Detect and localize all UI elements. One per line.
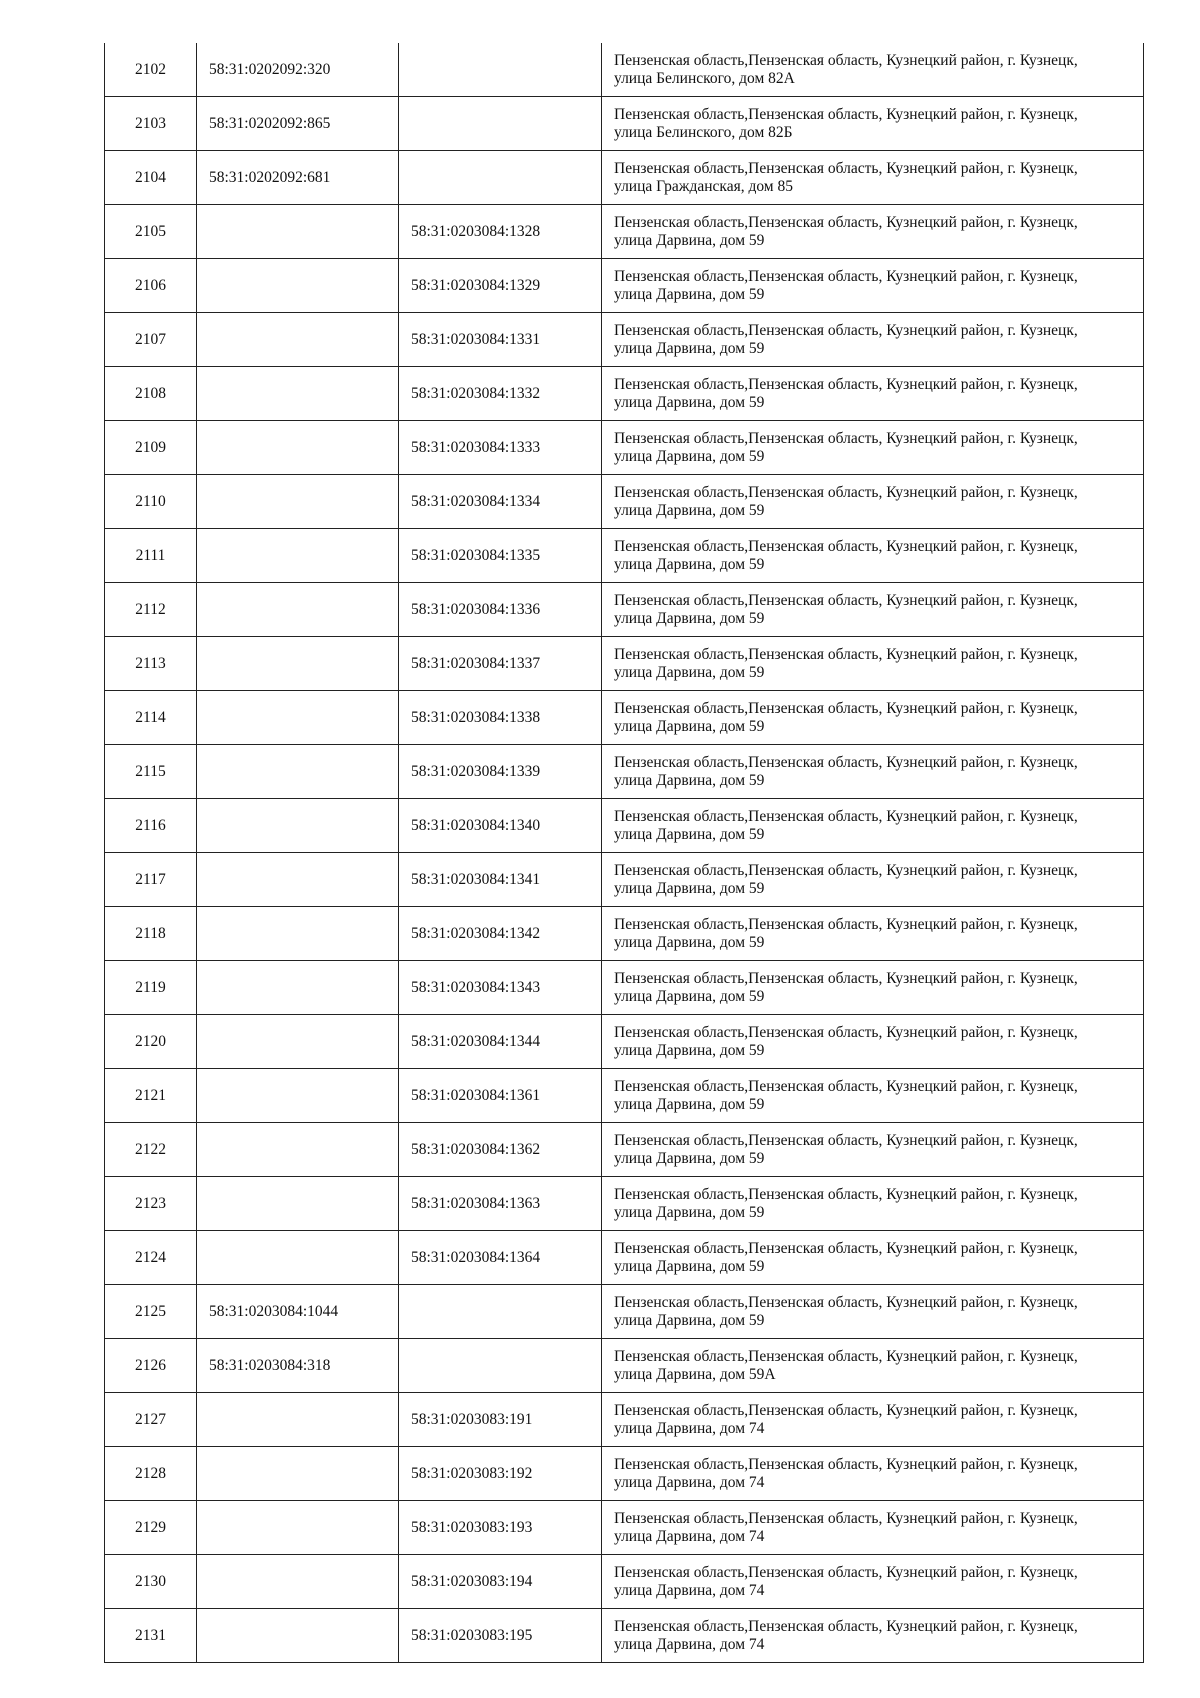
- address-line-1: Пензенская область,Пензенская область, Кузнецкий район, г. Кузнецк,: [614, 105, 1078, 123]
- address-line-2: улица Дарвина, дом 59: [614, 717, 765, 735]
- address-line-1: Пензенская область,Пензенская область, Кузнецкий район, г. Кузнецк,: [614, 915, 1078, 933]
- address-line-2: улица Белинского, дом 82Б: [614, 123, 793, 141]
- table-row: [105, 1231, 1144, 1285]
- address-cell: [602, 1447, 1144, 1501]
- land-cadastral-number: [197, 1177, 399, 1231]
- land-cadastral-number: 58:31:0203084:1044: [197, 1285, 399, 1339]
- address-line-2: улица Дарвина, дом 59: [614, 393, 765, 411]
- row-number: 2130: [105, 1555, 197, 1609]
- land-cadastral-number: [197, 583, 399, 637]
- object-cadastral-number: 58:31:0203084:1332: [399, 367, 602, 421]
- address-line-1: Пензенская область,Пензенская область, Кузнецкий район, г. Кузнецк,: [614, 483, 1078, 501]
- address-line-1: Пензенская область,Пензенская область, Кузнецкий район, г. Кузнецк,: [614, 807, 1078, 825]
- row-number: 2111: [105, 529, 197, 583]
- address-cell: [602, 1339, 1144, 1393]
- object-cadastral-number: 58:31:0203083:192: [399, 1447, 602, 1501]
- address-cell: [602, 421, 1144, 475]
- address-line-1: Пензенская область,Пензенская область, Кузнецкий район, г. Кузнецк,: [614, 1455, 1078, 1473]
- address-line-2: улица Дарвина, дом 59: [614, 501, 765, 519]
- address-line-1: Пензенская область,Пензенская область, Кузнецкий район, г. Кузнецк,: [614, 1131, 1078, 1149]
- object-cadastral-number: 58:31:0203084:1364: [399, 1231, 602, 1285]
- address-line-1: Пензенская область,Пензенская область, Кузнецкий район, г. Кузнецк,: [614, 159, 1078, 177]
- table-row: [105, 637, 1144, 691]
- address-line-1: Пензенская область,Пензенская область, Кузнецкий район, г. Кузнецк,: [614, 1347, 1078, 1365]
- address-line-1: Пензенская область,Пензенская область, Кузнецкий район, г. Кузнецк,: [614, 267, 1078, 285]
- row-number: 2128: [105, 1447, 197, 1501]
- table-row: [105, 1501, 1144, 1555]
- row-number: 2117: [105, 853, 197, 907]
- object-cadastral-number: 58:31:0203084:1342: [399, 907, 602, 961]
- land-cadastral-number: [197, 313, 399, 367]
- address-line-1: Пензенская область,Пензенская область, Кузнецкий район, г. Кузнецк,: [614, 591, 1078, 609]
- address-line-1: Пензенская область,Пензенская область, Кузнецкий район, г. Кузнецк,: [614, 753, 1078, 771]
- address-cell: [602, 853, 1144, 907]
- land-cadastral-number: [197, 421, 399, 475]
- land-cadastral-number: 58:31:0203084:318: [197, 1339, 399, 1393]
- address-line-1: Пензенская область,Пензенская область, Кузнецкий район, г. Кузнецк,: [614, 429, 1078, 447]
- address-line-2: улица Дарвина, дом 59: [614, 1095, 765, 1113]
- address-line-1: Пензенская область,Пензенская область, Кузнецкий район, г. Кузнецк,: [614, 1185, 1078, 1203]
- address-line-1: Пензенская область,Пензенская область, Кузнецкий район, г. Кузнецк,: [614, 1293, 1078, 1311]
- address-line-1: Пензенская область,Пензенская область, Кузнецкий район, г. Кузнецк,: [614, 1563, 1078, 1581]
- address-line-1: Пензенская область,Пензенская область, Кузнецкий район, г. Кузнецк,: [614, 1077, 1078, 1095]
- address-line-2: улица Дарвина, дом 59: [614, 879, 765, 897]
- address-cell: [602, 529, 1144, 583]
- address-cell: [602, 1015, 1144, 1069]
- row-number: 2125: [105, 1285, 197, 1339]
- table-row: [105, 1069, 1144, 1123]
- address-cell: [602, 1609, 1144, 1663]
- address-line-2: улица Гражданская, дом 85: [614, 177, 793, 195]
- table-row: [105, 799, 1144, 853]
- address-line-2: улица Дарвина, дом 59: [614, 933, 765, 951]
- address-cell: [602, 1069, 1144, 1123]
- address-cell: [602, 1285, 1144, 1339]
- table-row: [105, 1339, 1144, 1393]
- land-cadastral-number: [197, 1447, 399, 1501]
- address-cell: [602, 205, 1144, 259]
- object-cadastral-number: 58:31:0203084:1339: [399, 745, 602, 799]
- address-line-2: улица Дарвина, дом 59: [614, 285, 765, 303]
- table-row: [105, 1555, 1144, 1609]
- object-cadastral-number: 58:31:0203084:1329: [399, 259, 602, 313]
- table-row: [105, 367, 1144, 421]
- land-cadastral-number: [197, 691, 399, 745]
- row-number: 2112: [105, 583, 197, 637]
- row-number: 2116: [105, 799, 197, 853]
- land-cadastral-number: [197, 1231, 399, 1285]
- table-row: [105, 313, 1144, 367]
- address-line-2: улица Дарвина, дом 59: [614, 1041, 765, 1059]
- object-cadastral-number: 58:31:0203084:1362: [399, 1123, 602, 1177]
- row-number: 2123: [105, 1177, 197, 1231]
- table-row: [105, 97, 1144, 151]
- row-number: 2131: [105, 1609, 197, 1663]
- land-cadastral-number: 58:31:0202092:320: [197, 43, 399, 97]
- table-row: [105, 205, 1144, 259]
- object-cadastral-number: [399, 97, 602, 151]
- address-line-2: улица Дарвина, дом 59: [614, 555, 765, 573]
- table-row: [105, 1015, 1144, 1069]
- table-row: [105, 1285, 1144, 1339]
- address-cell: [602, 1177, 1144, 1231]
- address-line-1: Пензенская область,Пензенская область, Кузнецкий район, г. Кузнецк,: [614, 537, 1078, 555]
- table-row: [105, 691, 1144, 745]
- address-line-2: улица Дарвина, дом 59: [614, 663, 765, 681]
- row-number: 2126: [105, 1339, 197, 1393]
- address-cell: [602, 583, 1144, 637]
- land-cadastral-number: [197, 745, 399, 799]
- address-cell: [602, 475, 1144, 529]
- land-cadastral-number: [197, 853, 399, 907]
- address-cell: [602, 1231, 1144, 1285]
- address-cell: [602, 907, 1144, 961]
- object-cadastral-number: [399, 43, 602, 97]
- land-cadastral-number: 58:31:0202092:865: [197, 97, 399, 151]
- table-row: [105, 583, 1144, 637]
- object-cadastral-number: 58:31:0203084:1344: [399, 1015, 602, 1069]
- land-cadastral-number: [197, 1123, 399, 1177]
- address-line-2: улица Дарвина, дом 59: [614, 609, 765, 627]
- row-number: 2119: [105, 961, 197, 1015]
- table-row: [105, 1123, 1144, 1177]
- address-line-1: Пензенская область,Пензенская область, Кузнецкий район, г. Кузнецк,: [614, 321, 1078, 339]
- table-row: [105, 151, 1144, 205]
- object-cadastral-number: [399, 151, 602, 205]
- address-line-2: улица Дарвина, дом 74: [614, 1527, 765, 1545]
- land-cadastral-number: [197, 1015, 399, 1069]
- address-line-1: Пензенская область,Пензенская область, Кузнецкий район, г. Кузнецк,: [614, 1617, 1078, 1635]
- address-line-1: Пензенская область,Пензенская область, Кузнецкий район, г. Кузнецк,: [614, 1023, 1078, 1041]
- object-cadastral-number: 58:31:0203084:1335: [399, 529, 602, 583]
- address-line-2: улица Дарвина, дом 74: [614, 1473, 765, 1491]
- table-row: [105, 475, 1144, 529]
- address-line-1: Пензенская область,Пензенская область, Кузнецкий район, г. Кузнецк,: [614, 213, 1078, 231]
- table-row: [105, 529, 1144, 583]
- land-cadastral-number: [197, 367, 399, 421]
- row-number: 2115: [105, 745, 197, 799]
- object-cadastral-number: 58:31:0203084:1336: [399, 583, 602, 637]
- land-cadastral-number: [197, 205, 399, 259]
- address-line-2: улица Дарвина, дом 74: [614, 1581, 765, 1599]
- address-cell: [602, 313, 1144, 367]
- address-line-1: Пензенская область,Пензенская область, Кузнецкий район, г. Кузнецк,: [614, 1509, 1078, 1527]
- land-cadastral-number: [197, 799, 399, 853]
- address-line-2: улица Дарвина, дом 59А: [614, 1365, 776, 1383]
- address-line-1: Пензенская область,Пензенская область, Кузнецкий район, г. Кузнецк,: [614, 861, 1078, 879]
- table-row: [105, 421, 1144, 475]
- row-number: 2127: [105, 1393, 197, 1447]
- address-cell: [602, 1501, 1144, 1555]
- row-number: 2108: [105, 367, 197, 421]
- table-row: [105, 961, 1144, 1015]
- address-cell: [602, 745, 1144, 799]
- land-cadastral-number: 58:31:0202092:681: [197, 151, 399, 205]
- address-cell: [602, 961, 1144, 1015]
- address-line-2: улица Дарвина, дом 59: [614, 339, 765, 357]
- row-number: 2110: [105, 475, 197, 529]
- table-row: [105, 907, 1144, 961]
- address-cell: [602, 691, 1144, 745]
- registry-table-body: [105, 43, 1144, 1663]
- table-row: [105, 1609, 1144, 1663]
- address-line-2: улица Дарвина, дом 59: [614, 771, 765, 789]
- address-line-2: улица Белинского, дом 82А: [614, 69, 795, 87]
- object-cadastral-number: 58:31:0203084:1337: [399, 637, 602, 691]
- land-cadastral-number: [197, 1069, 399, 1123]
- address-line-2: улица Дарвина, дом 59: [614, 987, 765, 1005]
- address-cell: [602, 1555, 1144, 1609]
- address-line-2: улица Дарвина, дом 59: [614, 231, 765, 249]
- object-cadastral-number: 58:31:0203084:1328: [399, 205, 602, 259]
- row-number: 2124: [105, 1231, 197, 1285]
- object-cadastral-number: [399, 1339, 602, 1393]
- row-number: 2104: [105, 151, 197, 205]
- land-cadastral-number: [197, 1501, 399, 1555]
- object-cadastral-number: 58:31:0203083:194: [399, 1555, 602, 1609]
- address-line-1: Пензенская область,Пензенская область, Кузнецкий район, г. Кузнецк,: [614, 699, 1078, 717]
- address-line-1: Пензенская область,Пензенская область, Кузнецкий район, г. Кузнецк,: [614, 51, 1078, 69]
- land-cadastral-number: [197, 475, 399, 529]
- land-cadastral-number: [197, 961, 399, 1015]
- row-number: 2102: [105, 43, 197, 97]
- address-line-2: улица Дарвина, дом 59: [614, 825, 765, 843]
- address-cell: [602, 367, 1144, 421]
- table-row: [105, 1177, 1144, 1231]
- row-number: 2121: [105, 1069, 197, 1123]
- row-number: 2113: [105, 637, 197, 691]
- object-cadastral-number: 58:31:0203084:1334: [399, 475, 602, 529]
- address-cell: [602, 97, 1144, 151]
- object-cadastral-number: 58:31:0203084:1363: [399, 1177, 602, 1231]
- table-row: [105, 853, 1144, 907]
- address-line-1: Пензенская область,Пензенская область, Кузнецкий район, г. Кузнецк,: [614, 1401, 1078, 1419]
- table-row: [105, 745, 1144, 799]
- registry-table: [104, 43, 1144, 1663]
- address-line-1: Пензенская область,Пензенская область, Кузнецкий район, г. Кузнецк,: [614, 969, 1078, 987]
- object-cadastral-number: 58:31:0203084:1338: [399, 691, 602, 745]
- land-cadastral-number: [197, 1609, 399, 1663]
- row-number: 2105: [105, 205, 197, 259]
- object-cadastral-number: 58:31:0203084:1340: [399, 799, 602, 853]
- address-cell: [602, 43, 1144, 97]
- address-cell: [602, 1393, 1144, 1447]
- address-cell: [602, 1123, 1144, 1177]
- object-cadastral-number: [399, 1285, 602, 1339]
- table-row: [105, 43, 1144, 97]
- table-row: [105, 1393, 1144, 1447]
- row-number: 2122: [105, 1123, 197, 1177]
- land-cadastral-number: [197, 1555, 399, 1609]
- object-cadastral-number: 58:31:0203083:193: [399, 1501, 602, 1555]
- address-cell: [602, 259, 1144, 313]
- land-cadastral-number: [197, 259, 399, 313]
- row-number: 2120: [105, 1015, 197, 1069]
- address-line-2: улица Дарвина, дом 59: [614, 447, 765, 465]
- address-cell: [602, 637, 1144, 691]
- address-cell: [602, 799, 1144, 853]
- object-cadastral-number: 58:31:0203084:1343: [399, 961, 602, 1015]
- address-line-1: Пензенская область,Пензенская область, Кузнецкий район, г. Кузнецк,: [614, 645, 1078, 663]
- row-number: 2106: [105, 259, 197, 313]
- object-cadastral-number: 58:31:0203084:1361: [399, 1069, 602, 1123]
- row-number: 2107: [105, 313, 197, 367]
- object-cadastral-number: 58:31:0203083:191: [399, 1393, 602, 1447]
- address-line-2: улица Дарвина, дом 59: [614, 1149, 765, 1167]
- row-number: 2129: [105, 1501, 197, 1555]
- address-line-1: Пензенская область,Пензенская область, Кузнецкий район, г. Кузнецк,: [614, 1239, 1078, 1257]
- table-row: [105, 1447, 1144, 1501]
- address-line-2: улица Дарвина, дом 59: [614, 1311, 765, 1329]
- address-line-1: Пензенская область,Пензенская область, Кузнецкий район, г. Кузнецк,: [614, 375, 1078, 393]
- address-line-2: улица Дарвина, дом 74: [614, 1419, 765, 1437]
- row-number: 2114: [105, 691, 197, 745]
- row-number: 2118: [105, 907, 197, 961]
- land-cadastral-number: [197, 1393, 399, 1447]
- table-row: [105, 259, 1144, 313]
- land-cadastral-number: [197, 907, 399, 961]
- row-number: 2103: [105, 97, 197, 151]
- address-line-2: улица Дарвина, дом 59: [614, 1257, 765, 1275]
- land-cadastral-number: [197, 637, 399, 691]
- land-cadastral-number: [197, 529, 399, 583]
- object-cadastral-number: 58:31:0203084:1331: [399, 313, 602, 367]
- row-number: 2109: [105, 421, 197, 475]
- address-cell: [602, 151, 1144, 205]
- address-line-2: улица Дарвина, дом 74: [614, 1635, 765, 1653]
- object-cadastral-number: 58:31:0203083:195: [399, 1609, 602, 1663]
- address-line-2: улица Дарвина, дом 59: [614, 1203, 765, 1221]
- object-cadastral-number: 58:31:0203084:1333: [399, 421, 602, 475]
- object-cadastral-number: 58:31:0203084:1341: [399, 853, 602, 907]
